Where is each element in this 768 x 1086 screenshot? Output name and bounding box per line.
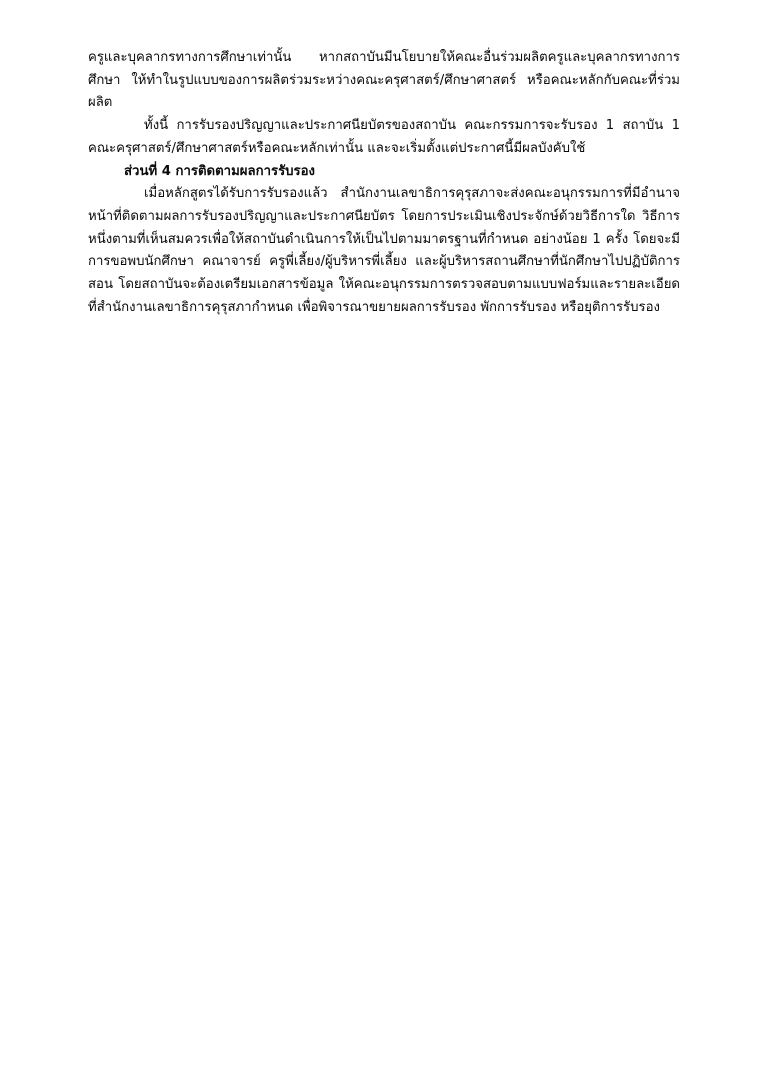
paragraph-continuation: ครูและบุคลากรทางการศึกษาเท่านั้น หากสถาบันมีนโยบายให้คณะอื่นร่วมผลิตครูและบุคลากรทางการศึกษา ให้ทำในรูปแบบของการผลิตร่วมระหว่างคณะครุศาสตร์/ศึกษาศาสตร์ หรือคณะหลักกับคณะที่ร่วมผลิต — [88, 50, 680, 111]
section-heading-part-4: ส่วนที่ 4 การติดตามผลการรับรอง — [124, 163, 315, 179]
paragraph-accreditation-note: ทั้งนี้ การรับรองปริญญาและประกาศนียบัตรของสถาบัน คณะกรรมการจะรับรอง 1 สถาบัน 1 คณะครุศาสตร์/ศึกษาศาสตร์หรือคณะหลักเท่านั้น และจะเริ่มตั้งแต่ประกาศนี้มีผลบังคับใช้ — [88, 118, 685, 156]
paragraph-followup-process: เมื่อหลักสูตรได้รับการรับรองแล้ว สำนักงานเลขาธิการคุรุสภาจะส่งคณะอนุกรรมการที่มีอำนาจหน้าที่ติดตามผลการรับรองปริญญาและประกาศนียบัตร โดยการประเมินเชิงประจักษ์ด้วยวิธีการใด วิธีการหนึ่งตามที่เห็นสมควรเพื่อให้สถาบันดำเนินการให้เป็นไปตามมาตรฐานที่กำหนด อย่างน้อย 1 ครั้ง โดยจะมีการขอพบนักศึกษา คณาจารย์ ครูพี่เลี้ยง/ผู้บริหารพี่เลี้ยง และผู้บริหารสถานศึกษาที่นักศึกษาไปปฏิบัติการสอน โดยสถาบันจะต้องเตรียมเอกสารข้อมูล ให้คณะอนุกรรมการตรวจสอบตามแบบฟอร์มและรายละเอียดที่สำนักงานเลขาธิการคุรุสภากำหนด เพื่อพิจารณาขยายผลการรับรอง พักการรับรอง หรือยุติการรับรอง — [88, 186, 680, 315]
document-body — [88, 47, 685, 319]
